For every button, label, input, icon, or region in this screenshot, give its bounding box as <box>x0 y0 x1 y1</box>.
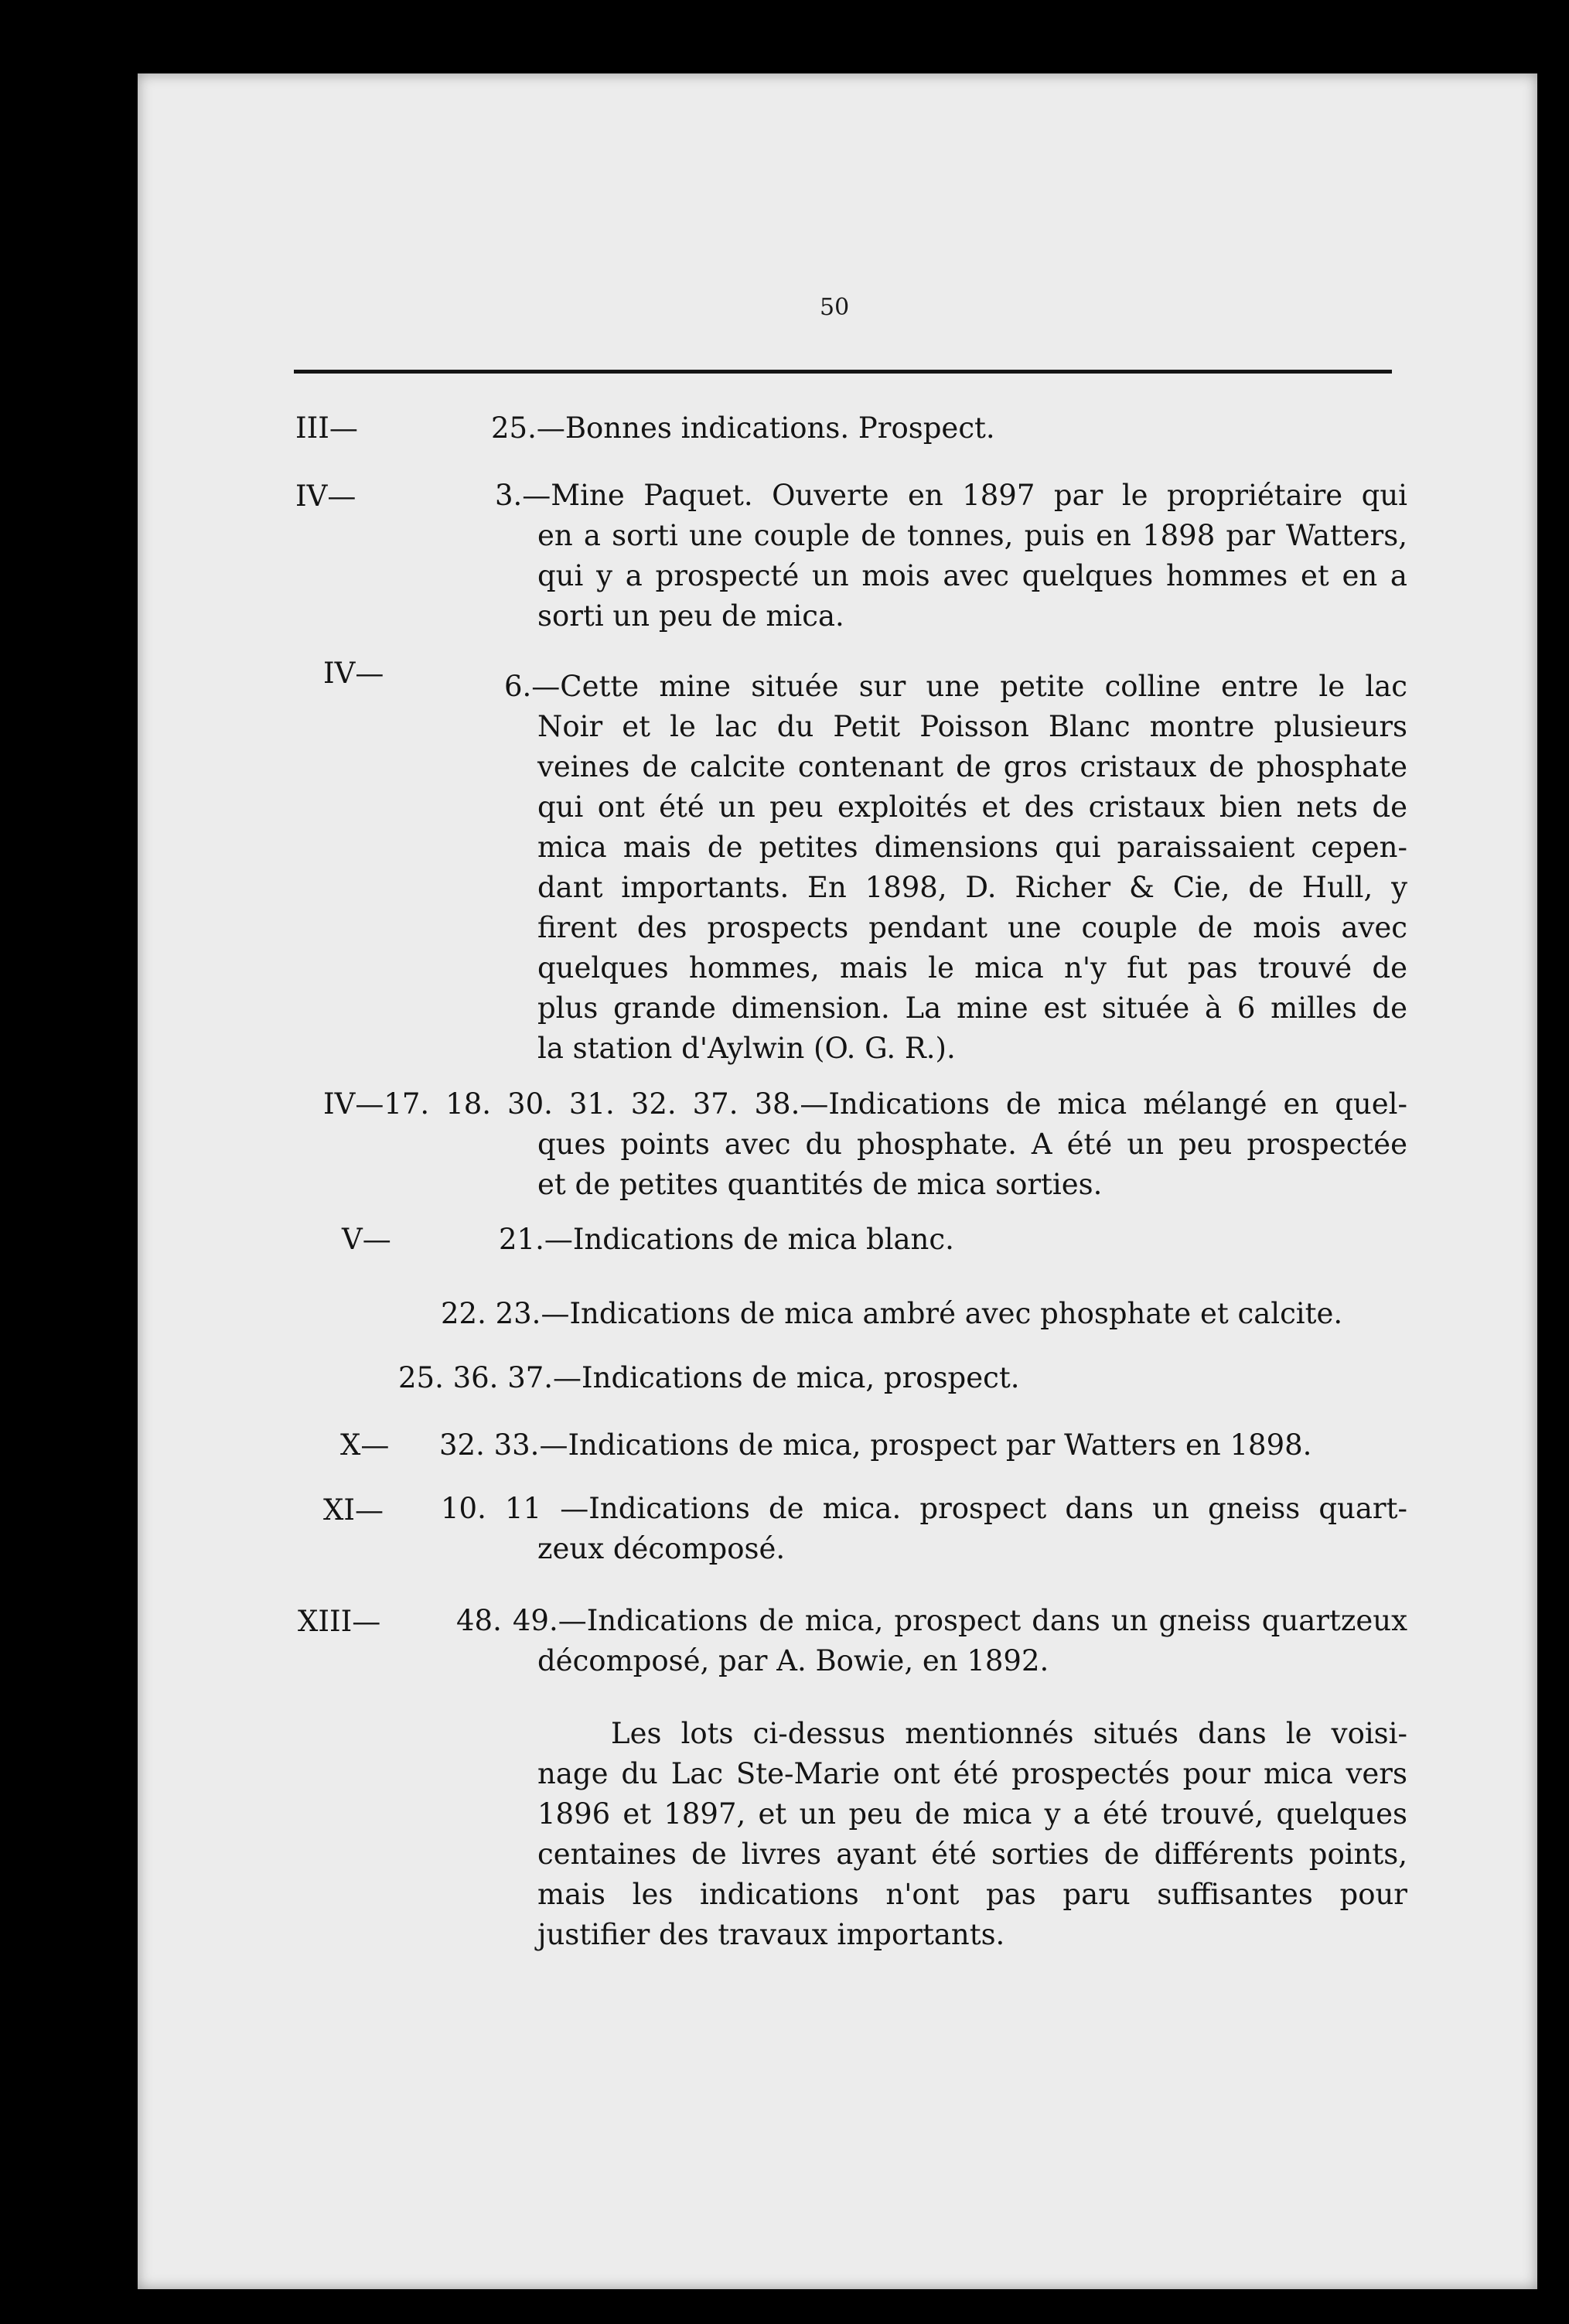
entry-range: III— <box>295 411 358 445</box>
header-rule <box>294 370 1392 374</box>
page-number: 50 <box>820 294 850 321</box>
entry-line: 6.—Cette mine située sur une petite colline entre le lac <box>504 670 1407 703</box>
entry-range: X— <box>340 1428 390 1462</box>
entry-line: mica mais de petites dimensions qui paraissaient cepen- <box>537 831 1407 864</box>
entry-line: plus grande dimension. La mine est située à 6 milles de <box>537 991 1407 1025</box>
entry-line: 25.—Bonnes indications. Prospect. <box>491 411 995 445</box>
entry-range: IV—17. 18. 30. 31. 32. 37. 38.—Indications de mica mélangé en quel- <box>323 1087 1407 1121</box>
paragraph-line: justifier des travaux importants. <box>537 1918 1005 1951</box>
entry-line: décomposé, par A. Bowie, en 1892. <box>537 1644 1049 1677</box>
paragraph-line: 1896 et 1897, et un peu de mica y a été trouvé, quelques <box>537 1797 1407 1831</box>
entry-line: et de petites quantités de mica sorties. <box>537 1168 1103 1201</box>
entry-line: qui y a prospecté un mois avec quelques hommes et en a <box>537 559 1407 592</box>
entry-range: IV— <box>323 657 384 690</box>
entry-line: qui ont été un peu exploités et des cristaux bien nets de <box>537 790 1407 824</box>
entry-line: 32. 33.—Indications de mica, prospect par Watters en 1898. <box>439 1428 1312 1462</box>
entry-line: ques points avec du phosphate. A été un peu prospectée <box>537 1128 1407 1161</box>
entry-line: 22. 23.—Indications de mica ambré avec phosphate et calcite. <box>441 1297 1343 1330</box>
entry-line: 10. 11 —Indications de mica. prospect dans un gneiss quart- <box>441 1492 1407 1525</box>
entry-range: IV— <box>295 479 356 513</box>
entry-line: sorti un peu de mica. <box>537 599 844 633</box>
entry-line: la station d'Aylwin (O. G. R.). <box>537 1032 956 1065</box>
entry-line: dant importants. En 1898, D. Richer & Cie, de Hull, y <box>537 871 1407 904</box>
entry-line: 21.—Indications de mica blanc. <box>499 1223 954 1256</box>
entry-line: en a sorti une couple de tonnes, puis en 1898 par Watters, <box>537 519 1407 552</box>
entry-line: 25. 36. 37.—Indications de mica, prospect. <box>398 1361 1020 1394</box>
paragraph-line: centaines de livres ayant été sorties de différents points, <box>537 1838 1407 1871</box>
paragraph-line: mais les indications n'ont pas paru suffisantes pour <box>537 1878 1407 1911</box>
entry-line: veines de calcite contenant de gros cristaux de phosphate <box>537 750 1407 783</box>
entry-line: Noir et le lac du Petit Poisson Blanc montre plusieurs <box>537 710 1407 743</box>
entry-range: V— <box>342 1223 391 1256</box>
entry-line: 3.—Mine Paquet. Ouverte en 1897 par le propriétaire qui <box>495 479 1407 512</box>
entry-range: XIII— <box>298 1605 381 1638</box>
entry-line: zeux décomposé. <box>537 1532 786 1565</box>
paragraph-line: Les lots ci-dessus mentionnés situés dans le voisi- <box>611 1717 1407 1750</box>
entry-line: firent des prospects pendant une couple de mois avec <box>537 911 1407 944</box>
entry-line: quelques hommes, mais le mica n'y fut pas trouvé de <box>537 951 1407 985</box>
entry-range: XI— <box>323 1493 384 1527</box>
entry-line: 48. 49.—Indications de mica, prospect dans un gneiss quartzeux <box>456 1604 1407 1637</box>
paragraph-line: nage du Lac Ste-Marie ont été prospectés pour mica vers <box>537 1757 1407 1790</box>
